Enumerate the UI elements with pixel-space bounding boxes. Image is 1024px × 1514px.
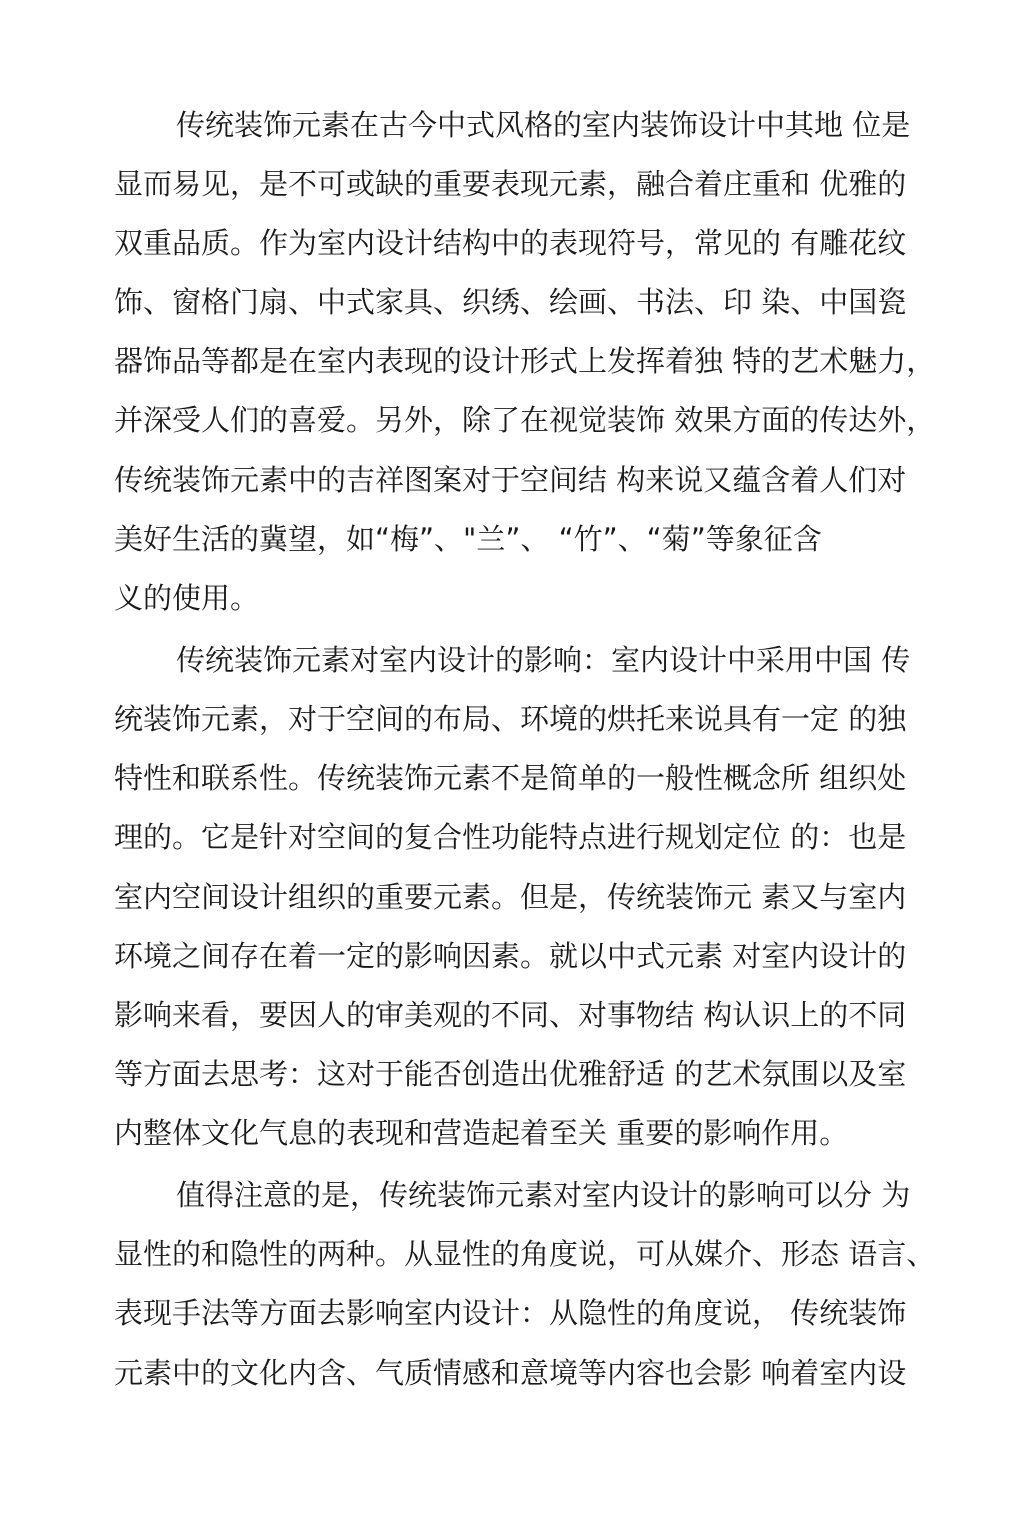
paragraph-1-line-6: 并深受人们的喜爱。另外，除了在视觉装饰 效果方面的传达外， xyxy=(114,403,936,437)
paragraph-3-line-3: 表现手法等方面去影响室内设计：从隐性的角度说， 传统装饰 xyxy=(114,1296,907,1330)
paragraph-2-line-3: 特性和联系性。传统装饰元素不是简单的一般性概念所 组织处 xyxy=(114,761,907,795)
paragraph-1-line-2: 显而易见，是不可或缺的重要表现元素，融合着庄重和 优雅的 xyxy=(114,167,907,201)
paragraph-3-line-2: 显性的和隐性的两种。从显性的角度说，可从媒介、形态 语言、 xyxy=(114,1237,936,1271)
paragraph-3-line-1: 值得注意的是，传统装饰元素对室内设计的影响可以分 为 xyxy=(176,1178,911,1212)
paragraph-2-line-9: 内整体文化气息的表现和营造起着至关 重要的影响作用。 xyxy=(114,1116,849,1150)
paragraph-3-line-4: 元素中的文化内含、气质情感和意境等内容也会影 响着室内设 xyxy=(114,1356,907,1390)
paragraph-2-line-4: 理的。它是针对空间的复合性功能特点进行规划定位 的：也是 xyxy=(114,820,907,854)
paragraph-2-line-2: 统装饰元素，对于空间的布局、环境的烘托来说具有一定 的独 xyxy=(114,702,907,736)
paragraph-1-line-5: 器饰品等都是在室内表现的设计形式上发挥着独 特的艺术魅力， xyxy=(114,344,936,378)
paragraph-1-line-1: 传统装饰元素在古今中式风格的室内装饰设计中其地 位是 xyxy=(176,108,911,142)
paragraph-2-line-5: 室内空间设计组织的重要元素。但是，传统装饰元 素又与室内 xyxy=(114,880,907,914)
paragraph-2-line-7: 影响来看，要因人的审美观的不同、对事物结 构认识上的不同 xyxy=(114,998,907,1032)
paragraph-2-line-1: 传统装饰元素对室内设计的影响：室内设计中采用中国 传 xyxy=(176,643,911,677)
paragraph-1-line-7: 传统装饰元素中的吉祥图案对于空间结 构来说又蕴含着人们对 xyxy=(114,463,907,497)
paragraph-2-line-6: 环境之间存在着一定的影响因素。就以中式元素 对室内设计的 xyxy=(114,939,907,973)
paragraph-1-line-8: 美好生活的冀望，如“梅”、"兰”、 “竹”、“菊”等象征含 xyxy=(114,522,822,556)
paragraph-1-line-3: 双重品质。作为室内设计结构中的表现符号，常见的 有雕花纹 xyxy=(114,226,907,260)
paragraph-2-line-8: 等方面去思考：这对于能否创造出优雅舒适 的艺术氛围以及室 xyxy=(114,1057,907,1091)
paragraph-1-line-4: 饰、窗格门扇、中式家具、织绣、绘画、书法、印 染、中国瓷 xyxy=(114,285,907,319)
paragraph-1-line-9: 义的使用。 xyxy=(114,581,260,615)
